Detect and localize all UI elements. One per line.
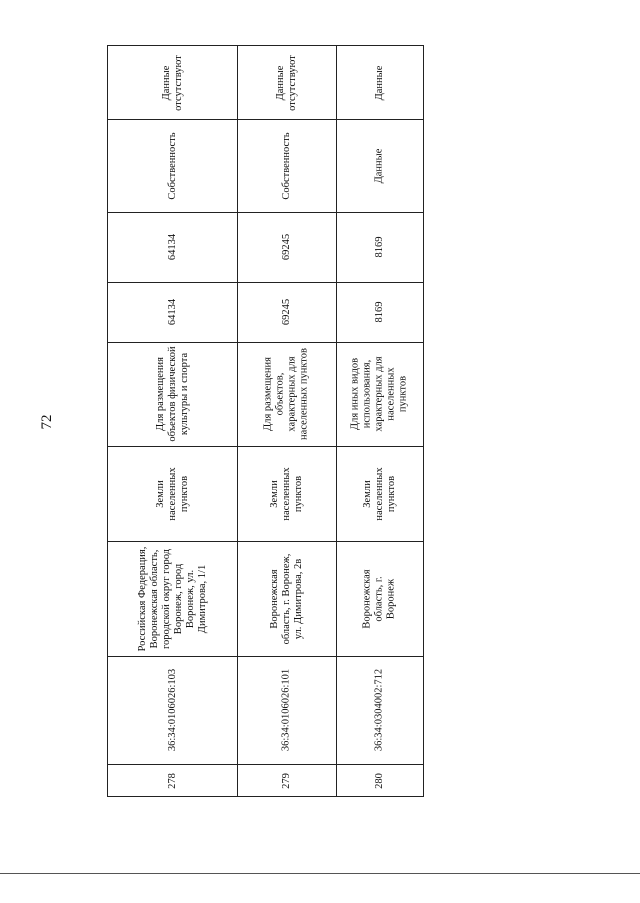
- table-row-279-encumbrance: Данные отсутствуют: [274, 54, 298, 111]
- table-row-278-category: Земли населенных пунктов: [154, 466, 190, 521]
- table-row-279-cadastral: 36:34:0106026:101: [280, 668, 292, 752]
- table-row-280-address: Воронежская область, г. Воронеж: [361, 568, 397, 629]
- table-row-280-encumbrance: Данные: [373, 65, 385, 100]
- table-row-278-use: Для размещения объектов физической культуры и спорта: [154, 346, 190, 442]
- land-plots-table: [107, 45, 424, 797]
- table-row-279-area: 69245: [280, 298, 292, 326]
- table-row-280-area: 8169: [373, 301, 385, 323]
- table-row-280-right: Данные: [373, 148, 385, 183]
- table-row-280-category: Земли населенных пунктов: [361, 466, 397, 521]
- footer-rule: [0, 873, 640, 874]
- table-row-279-category: Земли населенных пунктов: [268, 466, 304, 521]
- table-row-278-area2: 64134: [166, 233, 178, 261]
- table-row-278-right: Собственность: [166, 131, 178, 200]
- table-row-279-address: Воронежская область, г. Воронеж, ул. Димитрова, 2в: [268, 553, 304, 644]
- table-row-280-cadastral: 36:34:0304002:712: [373, 668, 385, 752]
- table-row-280-use: Для иных видов использования, характерных для населенных пунктов: [349, 356, 409, 432]
- table-row-279-area2: 69245: [280, 233, 292, 261]
- table-row-278-cadastral: 36:34:0106026:103: [166, 668, 178, 752]
- table-row-278-encumbrance: Данные отсутствуют: [160, 54, 184, 111]
- page-number: 72: [38, 414, 55, 430]
- table-row-279-right: Собственность: [280, 131, 292, 200]
- table-row-280-number: 280: [373, 773, 385, 789]
- table-row-278-area: 64134: [166, 298, 178, 326]
- table-row-279-use: Для размещения объектов, характерных для населенных пунктов: [262, 348, 310, 440]
- table-row-280-area2: 8169: [373, 236, 385, 258]
- table-row-278-number: 278: [166, 773, 178, 789]
- table-row-278-address: Российская Федерация, Воронежская область, городской округ город Воронеж, город Воронеж, ул. Димитрова, 1/1: [136, 546, 208, 651]
- table-row-279-number: 279: [280, 773, 292, 789]
